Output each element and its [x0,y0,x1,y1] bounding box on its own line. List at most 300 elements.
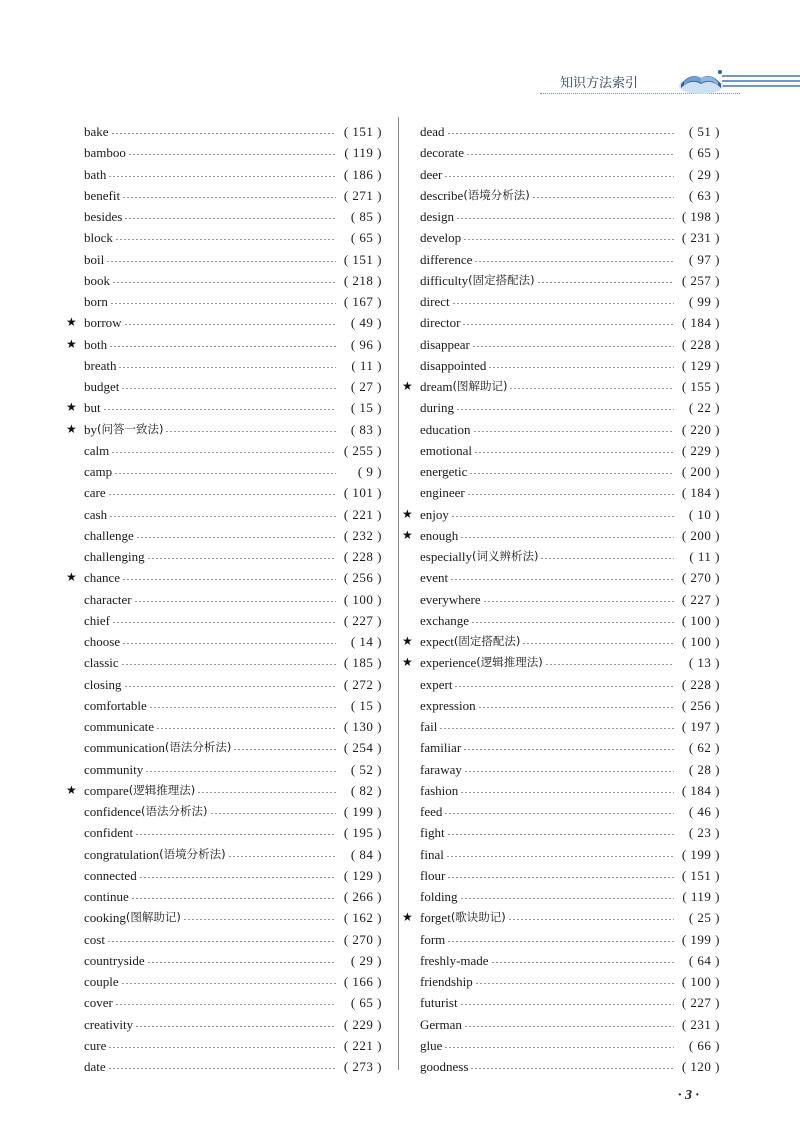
dot-leader [121,388,336,389]
index-entry [402,844,720,865]
page-reference: ( 65 ) [350,995,382,1011]
page-reference: ( 231 ) [681,230,720,246]
index-word: cooking [84,910,126,926]
page-reference: ( 155 ) [681,379,720,394]
index-word: enough [420,527,459,543]
page-reference: ( 254 ) [343,740,382,756]
index-entry [402,589,720,610]
dot-leader [472,346,674,347]
key-word-star-icon: ★ [66,315,77,330]
index-word: develop [420,230,462,246]
page-reference: ( 271 ) [343,187,382,203]
index-word: goodness [420,1059,469,1074]
dot-leader [233,749,336,750]
index-word: cover [84,995,113,1011]
dot-leader [228,856,336,857]
index-entry [402,461,720,482]
page-reference: ( 65 ) [688,145,720,161]
index-word: character [84,591,132,607]
key-word-star-icon: ★ [66,570,77,585]
index-entry [402,206,720,227]
index-entry [66,929,382,950]
page-reference: ( 220 ) [681,421,720,437]
dot-leader [483,601,674,602]
page-reference: ( 85 ) [350,209,382,224]
dot-leader [522,643,674,644]
dot-leader [478,707,674,708]
dot-leader [456,218,674,219]
key-word-star-icon: ★ [402,910,413,925]
page-reference: ( 227 ) [681,995,720,1011]
page-reference: ( 100 ) [343,591,382,607]
index-word: calm [84,442,110,458]
page-reference: ( 184 ) [681,782,720,798]
index-word: camp [84,464,113,479]
index-word: futurist [420,995,458,1011]
dot-leader [112,622,336,623]
index-entry [402,419,720,440]
index-entry [402,440,720,461]
index-word: familiar [420,740,462,756]
dot-leader [446,856,674,857]
dot-leader [488,367,674,368]
index-entry [402,525,720,546]
index-word: everywhere [420,591,481,607]
page-reference: ( 49 ) [350,315,382,331]
index-entry [402,695,720,716]
page-reference: ( 11 ) [351,357,382,373]
key-word-star-icon: ★ [402,634,413,648]
index-entry [66,844,382,865]
index-word: deer [420,166,443,182]
dot-leader [540,558,674,559]
index-word: final [420,846,444,862]
dot-leader [110,303,336,304]
page-reference: ( 82 ) [350,782,382,798]
page-reference: ( 15 ) [350,400,382,416]
index-word: folding [420,889,458,904]
page-reference: ( 162 ) [343,910,382,926]
page-reference: ( 65 ) [350,230,382,246]
index-word: during [420,400,454,416]
index-entry [66,419,382,440]
index-word: classic [84,655,119,671]
index-entry [402,334,720,355]
method-label: (语法分析法) [141,804,208,818]
page-reference: ( 119 ) [682,889,720,904]
dot-leader [475,983,674,984]
page-reference: ( 119 ) [344,145,382,161]
dot-leader [474,261,674,262]
dot-leader [165,431,336,432]
dot-leader [103,409,336,410]
index-entry [66,695,382,716]
dot-leader [122,579,336,580]
index-word: breath [84,357,117,373]
page-reference: ( 14 ) [350,634,382,649]
index-word: fight [420,825,445,841]
index-entry [402,121,720,142]
page-reference: ( 129 ) [343,867,382,883]
index-word: disappointed [420,357,487,373]
index-entry [402,567,720,588]
index-word: experience [420,655,477,671]
key-word-star-icon: ★ [66,336,77,351]
page-reference: ( 101 ) [343,485,382,501]
dot-leader [121,983,336,984]
dot-leader [124,686,336,687]
dot-leader [537,282,674,283]
index-word: bamboo [84,145,126,161]
index-word: engineer [420,485,465,501]
page-reference: ( 228 ) [681,676,720,692]
index-entry [66,907,382,928]
index-entry [402,631,720,652]
index-entry [402,886,720,907]
index-entry [402,1014,720,1035]
dot-leader [469,473,674,474]
page-reference: ( 99 ) [688,294,720,309]
page-reference: ( 273 ) [343,1059,382,1074]
method-label: (逻辑推理法) [128,782,196,797]
index-word: bake [84,124,109,139]
index-entry [66,164,382,185]
dot-leader [147,558,336,559]
index-word: fail [420,719,438,734]
index-entry [66,716,382,737]
page-reference: ( 272 ) [343,676,382,692]
dot-leader [147,962,336,963]
key-word-star-icon: ★ [66,400,77,415]
dot-leader [197,792,336,793]
index-word: feed [420,804,443,819]
dot-leader [135,1026,336,1027]
index-entry [66,227,382,248]
method-label: (固定搭配法) [453,634,521,648]
index-entry [66,312,382,333]
dot-leader [471,622,674,623]
index-entry [66,865,382,886]
index-column-right [402,121,720,1077]
index-word: communicate [84,719,155,734]
page-reference: ( 256 ) [343,570,382,586]
index-word: difference [420,251,473,267]
dot-leader [462,324,674,325]
dot-leader [108,1047,336,1048]
page-reference: ( 46 ) [688,804,720,819]
open-book-icon [676,64,726,98]
dot-leader [444,176,674,177]
dot-leader [466,154,674,155]
page-reference: ( 229 ) [343,1016,382,1032]
index-entry [402,249,720,270]
page-reference: ( 227 ) [681,591,720,607]
index-word: challenging [84,549,145,564]
index-word: expert [420,676,453,692]
index-word: exchange [420,612,470,628]
index-word: communication [84,740,165,756]
index-entry [66,822,382,843]
index-entry [402,716,720,737]
index-word: faraway [420,761,462,777]
page-reference: ( 100 ) [681,634,720,649]
index-word: boil [84,251,105,267]
index-entry [402,185,720,206]
page-reference: ( 197 ) [681,719,720,734]
dot-leader [467,494,674,495]
dot-leader [111,452,336,453]
page-reference: ( 25 ) [688,910,720,926]
index-entry [402,270,720,291]
page-reference: ( 228 ) [681,336,720,352]
index-word: community [84,761,144,777]
index-entry [402,142,720,163]
index-entry [402,907,720,928]
dot-leader [124,324,336,325]
index-word: describe [420,187,464,203]
dot-leader [447,834,674,835]
index-entry [402,291,720,312]
index-entry [402,312,720,333]
index-word: especially [420,549,472,564]
page-reference: ( 270 ) [681,570,720,586]
index-word: chief [84,612,110,628]
dot-leader [122,643,336,644]
index-word: confident [84,825,134,841]
page-reference: ( 100 ) [681,974,720,989]
page-reference: ( 221 ) [343,506,382,522]
page-reference: ( 52 ) [350,761,382,777]
index-word: enjoy [420,506,449,522]
header-stripes [722,72,800,90]
index-word: cure [84,1037,107,1053]
method-label: (固定搭配法) [468,272,535,287]
index-entry [402,164,720,185]
index-word: director [420,315,461,331]
index-entry [402,546,720,567]
index-entry [66,482,382,503]
dot-leader [444,1047,674,1048]
key-word-star-icon: ★ [402,379,413,393]
dot-leader [124,218,336,219]
dot-leader [452,303,674,304]
index-word: design [420,209,454,224]
page-reference: ( 151 ) [681,867,720,883]
index-entry [402,397,720,418]
page-reference: ( 167 ) [343,294,382,309]
index-entry [402,355,720,376]
index-word: decorate [420,145,465,161]
dot-leader [122,197,336,198]
page-reference: ( 62 ) [688,740,720,756]
index-entry [66,355,382,376]
index-word: continue [84,889,129,904]
index-entry [402,227,720,248]
page-reference: ( 232 ) [343,527,382,543]
index-word: cost [84,931,105,947]
index-word: energetic [420,464,468,479]
index-word: disappear [420,336,470,352]
dot-leader [473,431,674,432]
dot-leader [115,1004,336,1005]
key-word-star-icon: ★ [66,421,77,436]
page-reference: ( 198 ) [681,209,720,224]
index-word: challenge [84,527,134,543]
page-reference: ( 255 ) [343,442,382,458]
index-word: closing [84,676,122,692]
page-reference: ( 166 ) [343,974,382,989]
index-word: cash [84,506,108,522]
index-entry [66,1035,382,1056]
index-word: borrow [84,315,122,331]
dot-leader [183,919,336,920]
page-reference: ( 11 ) [689,549,720,564]
dot-leader [108,494,336,495]
page-reference: ( 13 ) [688,655,720,671]
index-entry [66,270,382,291]
index-entry [66,737,382,758]
index-word: friendship [420,974,473,989]
page-reference: ( 100 ) [681,612,720,628]
index-word: budget [84,379,120,394]
dot-leader [111,133,336,134]
key-word-star-icon: ★ [402,527,413,542]
index-word: event [420,570,449,586]
dot-leader [139,877,336,878]
index-entry [66,759,382,780]
index-entry [402,992,720,1013]
page-reference: ( 120 ) [681,1059,720,1074]
method-label: (语法分析法) [164,740,232,755]
index-word: education [420,421,471,437]
method-label: (图解助记) [125,910,181,925]
index-word: difficulty [420,272,469,288]
page-reference: ( 66 ) [688,1037,720,1053]
index-word: freshly-made [420,952,489,968]
dot-leader [460,898,674,899]
index-entry [402,780,720,801]
dot-leader [460,792,674,793]
index-word: connected [84,867,137,883]
index-word: emotional [420,442,472,458]
index-entry [66,504,382,525]
page-reference: ( 199 ) [343,804,382,819]
page-reference: ( 218 ) [343,272,382,288]
page-reference: ( 186 ) [343,166,382,182]
dot-leader [463,239,674,240]
index-column-left [66,121,382,1077]
index-entry [66,674,382,695]
index-word: direct [420,294,450,309]
dot-leader [474,452,674,453]
dot-leader [115,239,336,240]
page-reference: ( 151 ) [343,251,382,267]
index-entry [66,185,382,206]
index-word: besides [84,209,123,224]
page-reference: ( 266 ) [343,889,382,904]
index-entry [66,121,382,142]
page-reference: ( 195 ) [343,825,382,841]
index-word: date [84,1059,106,1074]
index-word: fashion [420,782,459,798]
index-word: choose [84,634,121,649]
page-reference: ( 200 ) [681,464,720,479]
index-entry [66,1014,382,1035]
dot-leader [121,664,336,665]
dot-leader [508,919,674,920]
index-entry [66,992,382,1013]
dot-leader [145,771,336,772]
page-reference: ( 84 ) [350,846,382,862]
index-entry [66,291,382,312]
index-entry [402,610,720,631]
page-reference: ( 9 ) [357,464,382,479]
index-entry [402,737,720,758]
page-reference: ( 229 ) [681,442,720,458]
dot-leader [464,1026,674,1027]
index-word: care [84,485,106,501]
page-reference: ( 27 ) [350,379,382,394]
index-entry [402,376,720,397]
method-label: (语境分析法) [463,187,530,202]
method-label: (语境分析法) [159,846,226,861]
dot-leader [134,601,336,602]
page-reference: ( 10 ) [688,506,720,522]
page-reference: ( 231 ) [681,1016,720,1032]
dot-leader [447,133,674,134]
index-word: book [84,272,110,288]
index-entry [66,567,382,588]
dot-leader [108,1068,336,1069]
key-word-star-icon: ★ [66,782,77,797]
column-divider [398,117,399,1070]
index-word: creativity [84,1016,134,1032]
index-word: both [84,336,108,352]
index-entry [402,950,720,971]
dot-leader [532,197,674,198]
dot-leader [439,728,674,729]
page-reference: ( 228 ) [343,549,382,564]
index-word: German [420,1016,462,1032]
index-entry [402,865,720,886]
page-header [0,60,800,100]
dot-leader [545,664,674,665]
index-entry [66,950,382,971]
dot-leader [149,707,336,708]
dot-leader [456,409,674,410]
dot-leader [491,962,674,963]
page-reference: ( 97 ) [688,251,720,267]
index-word: by [84,421,97,437]
index-entry [66,886,382,907]
page-reference: ( 221 ) [343,1037,382,1053]
index-entry [66,801,382,822]
index-word: forget [420,910,451,926]
page-reference: ( 184 ) [681,485,720,501]
dot-leader [451,516,674,517]
index-entry [66,376,382,397]
page-reference: ( 63 ) [688,187,720,203]
page-number: · 3 · [678,1088,699,1103]
index-word: congratulation [84,846,160,862]
index-entry [402,822,720,843]
page-reference: ( 129 ) [681,357,720,373]
dot-leader [464,771,674,772]
index-entry [402,801,720,822]
dot-leader [463,749,674,750]
dot-leader [135,834,336,835]
index-entry [402,929,720,950]
